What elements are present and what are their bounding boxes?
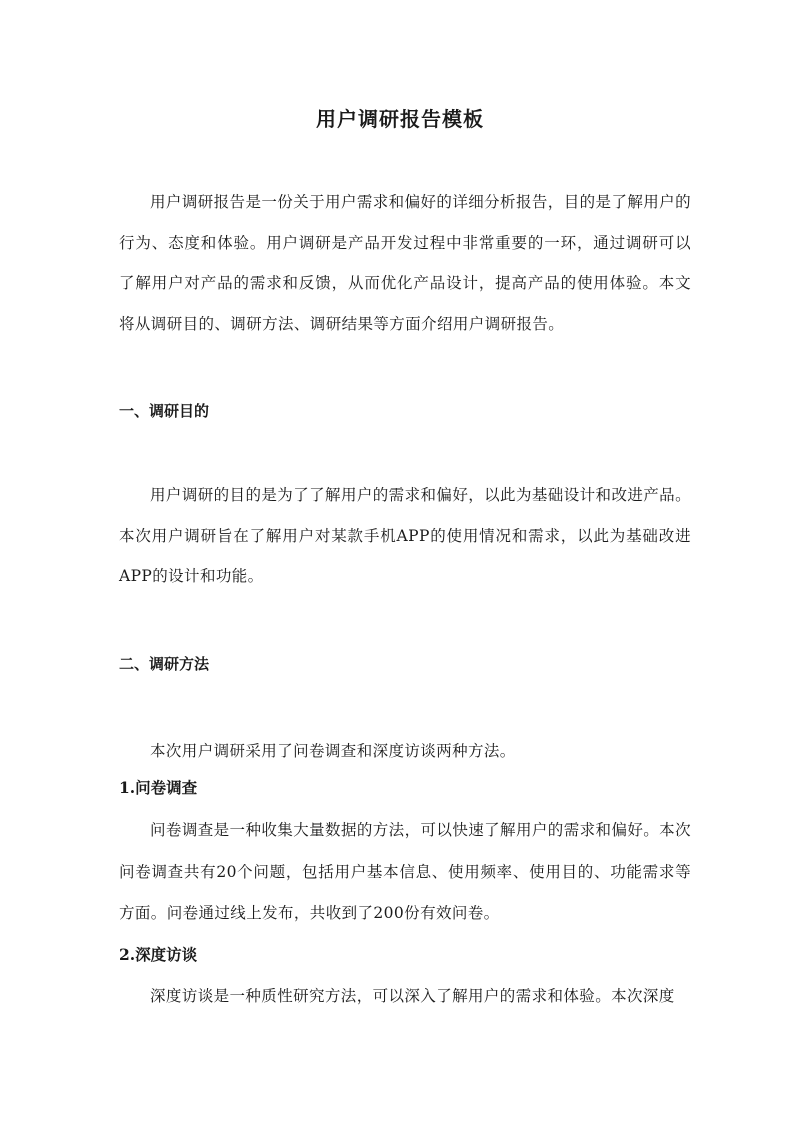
document-title: 用户调研报告模板: [316, 107, 484, 131]
subsection-2-heading: 2.深度访谈: [119, 945, 198, 964]
section-2-paragraph: 本次用户调研采用了问卷调查和深度访谈两种方法。: [150, 742, 516, 760]
subsection-1-heading: 1.问卷调查: [119, 778, 198, 797]
subsection-1-paragraph: 问卷调查是一种收集大量数据的方法，可以快速了解用户的需求和偏好。本次问卷调查共有20个问题，包括用户基本信息、使用频率、使用目的、功能需求等方面。问卷通过线上发布，共收到了200份有效问卷。: [119, 821, 691, 922]
section-2-heading: 二、调研方法: [119, 655, 210, 673]
section-1-heading: 一、调研目的: [119, 402, 210, 420]
subsection-2-paragraph: 深度访谈是一种质性研究方法，可以深入了解用户的需求和体验。本次深度: [150, 987, 675, 1005]
intro-paragraph: 用户调研报告是一份关于用户需求和偏好的详细分析报告，目的是了解用户的行为、态度和体验。用户调研是产品开发过程中非常重要的一环，通过调研可以了解用户对产品的需求和反馈，从而优化产品设计，提高产品的使用体验。本文将从调研目的、调研方法、调研结果等方面介绍用户调研报告。: [119, 193, 691, 333]
section-1-paragraph: 用户调研的目的是为了了解用户的需求和偏好，以此为基础设计和改进产品。本次用户调研旨在了解用户对某款手机APP的使用情况和需求，以此为基础改进APP的设计和功能。: [119, 486, 691, 585]
